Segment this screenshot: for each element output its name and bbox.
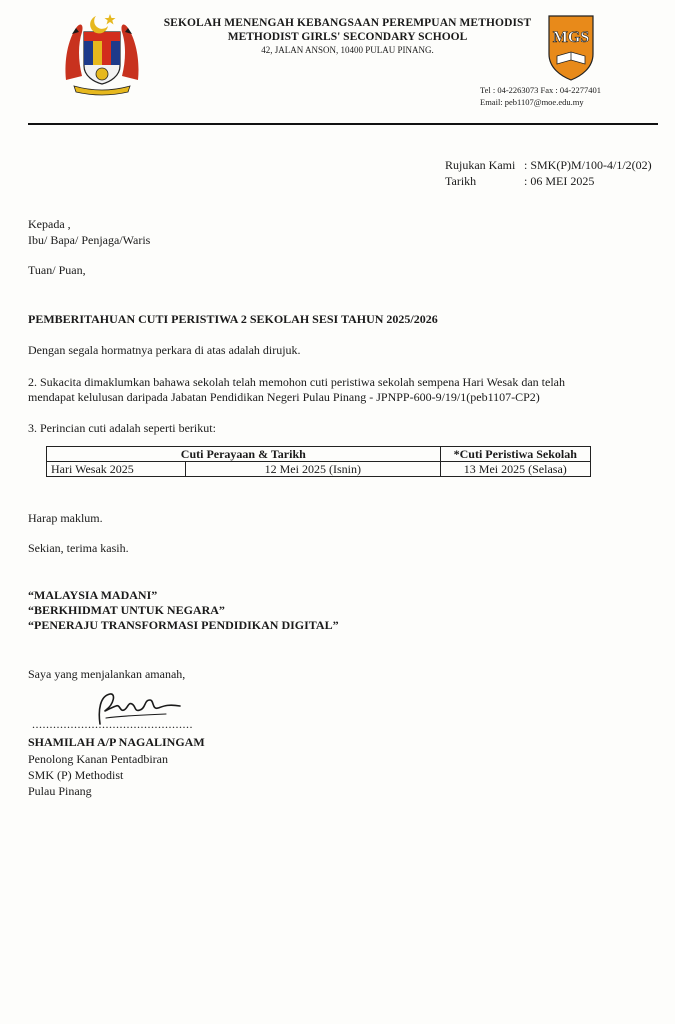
table-row — [47, 462, 591, 477]
signatory-school: SMK (P) Methodist — [28, 768, 124, 782]
motto-1: “MALAYSIA MADANI” — [28, 588, 158, 602]
recipient-name: Ibu/ Bapa/ Penjaga/Waris — [28, 233, 151, 247]
letter-subject: PEMBERITAHUAN CUTI PERISTIWA 2 SEKOLAH SESI TAHUN 2025/2026 — [28, 312, 438, 326]
school-address: 42, JALAN ANSON, 10400 PULAU PINANG. — [261, 45, 434, 55]
recipient-label: Kepada , — [28, 217, 71, 231]
signatory-title: Penolong Kanan Pentadbiran — [28, 752, 168, 766]
header-school-leave: *Cuti Peristiwa Sekolah — [440, 447, 590, 462]
paragraph-3: 3. Perincian cuti adalah seperti berikut: — [28, 421, 216, 435]
signature-line: .............................................. — [32, 717, 193, 731]
table-header-row — [47, 447, 591, 462]
cell-school-leave: 13 Mei 2025 (Selasa) — [440, 462, 590, 477]
school-logo-icon — [545, 12, 597, 82]
school-email: Email: peb1107@moe.edu.my — [480, 97, 584, 107]
cell-festival: Hari Wesak 2025 — [47, 462, 186, 477]
paragraph-2-line-2: mendapat kelulusan daripada Jabatan Pendidikan Negeri Pulau Pinang - JPNPP-600-9/19/1(peb1107-CP2) — [28, 390, 540, 404]
cell-festival-date: 12 Mei 2025 (Isnin) — [186, 462, 441, 477]
date-label: Tarikh — [445, 174, 477, 188]
signoff-amanah: Saya yang menjalankan amanah, — [28, 667, 186, 681]
signatory-location: Pulau Pinang — [28, 784, 92, 798]
motto-3: “PENERAJU TRANSFORMASI PENDIDIKAN DIGITAL” — [28, 618, 339, 632]
header-divider — [28, 123, 658, 125]
malaysia-crest-icon — [62, 10, 142, 96]
signatory-name: SHAMILAH A/P NAGALINGAM — [28, 735, 205, 749]
motto-2: “BERKHIDMAT UNTUK NEGARA” — [28, 603, 225, 617]
school-logo-text: MGS — [552, 29, 590, 46]
reference-label: Rujukan Kami — [445, 158, 516, 172]
school-phone-fax: Tel : 04-2263073 Fax : 04-2277401 — [480, 85, 601, 95]
school-name-malay: SEKOLAH MENENGAH KEBANGSAAN PEREMPUAN METHODIST — [163, 17, 532, 29]
date-value: : 06 MEI 2025 — [524, 174, 595, 188]
school-name-english: METHODIST GIRLS' SECONDARY SCHOOL — [227, 31, 468, 43]
closing-harap: Harap maklum. — [28, 511, 103, 525]
paragraph-1: Dengan segala hormatnya perkara di atas adalah dirujuk. — [28, 343, 301, 357]
paragraph-2-line-1: 2. Sukacita dimaklumkan bahawa sekolah telah memohon cuti peristiwa sekolah sempena Hari Wesak dan telah — [28, 375, 565, 389]
holiday-table — [46, 446, 591, 477]
reference-value: : SMK(P)M/100-4/1/2(02) — [524, 158, 652, 172]
header-celebration: Cuti Perayaan & Tarikh — [47, 447, 441, 462]
salutation: Tuan/ Puan, — [28, 263, 86, 277]
closing-sekian: Sekian, terima kasih. — [28, 541, 129, 555]
